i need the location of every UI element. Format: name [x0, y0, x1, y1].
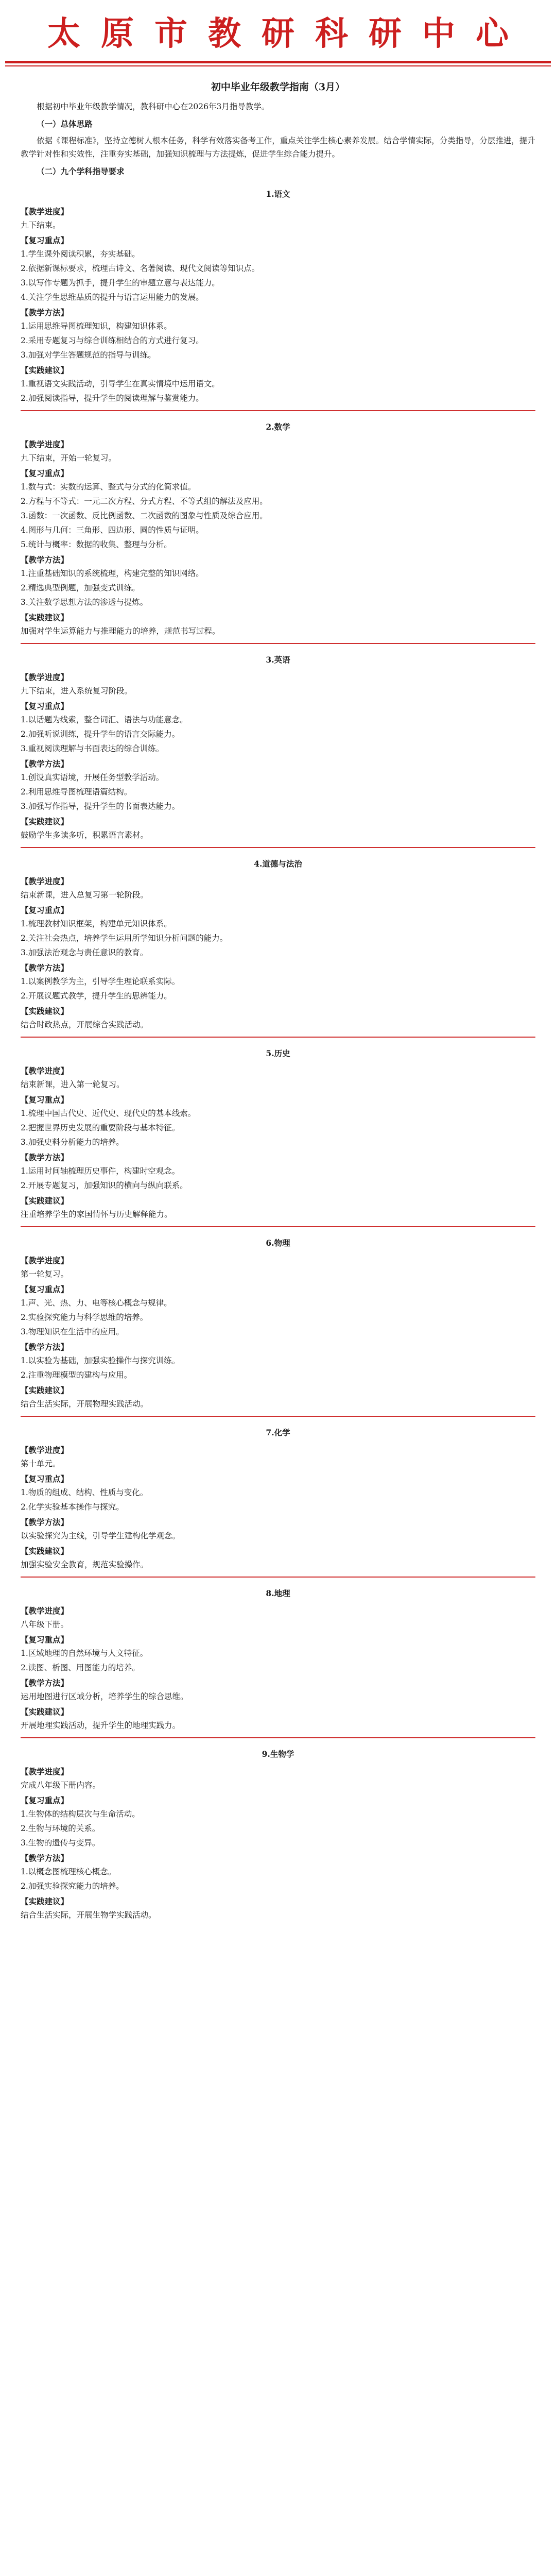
subject-divider: [21, 1577, 535, 1578]
section-item: 1.数与式：实数的运算、整式与分式的化简求值。: [21, 482, 196, 492]
section-item: 2.加强听说训练，提升学生的语言交际能力。: [21, 730, 180, 739]
section-item: 2.关注社会热点，培养学生运用所学知识分析问题的能力。: [21, 934, 228, 943]
section-item: 3.加强史料分析能力的培养。: [21, 1138, 124, 1147]
section-label: 【教学进度】: [21, 1606, 69, 1616]
section-item: 以实验探究为主线，引导学生建构化学观念。: [21, 1531, 181, 1540]
subject-section: [21, 467, 535, 551]
section-item: 2.加强阅读指导，提升学生的阅读理解与鉴赏能力。: [21, 394, 204, 403]
section-item: 结合时政热点，开展综合实践活动。: [21, 1020, 149, 1029]
subject-section: [21, 1384, 535, 1411]
section-label: 【教学进度】: [21, 672, 69, 682]
section-item: 2.依据新课标要求，梳理古诗文、名著阅读、现代文阅读等知识点。: [21, 264, 260, 273]
subject-heading: 7.化学: [266, 1428, 290, 1437]
header-rule-thick: [5, 61, 551, 63]
section-label: 【复习重点】: [21, 1795, 69, 1805]
section-label: 【复习重点】: [21, 1474, 69, 1484]
section-item: 运用地图进行区域分析，培养学生的综合思维。: [21, 1692, 188, 1701]
subject-section: [21, 1444, 535, 1470]
section-heading-1: （一）总体思路: [37, 119, 93, 129]
section-item: 1.以概念图梳理核心概念。: [21, 1867, 116, 1876]
section-item: 1.以实验为基础，加强实验操作与探究训练。: [21, 1356, 180, 1365]
subject-section: [21, 611, 535, 638]
section-label: 【教学方法】: [21, 759, 69, 769]
subject-section: [21, 1705, 535, 1732]
section-label: 【教学进度】: [21, 439, 69, 449]
section-label: 【复习重点】: [21, 468, 69, 478]
subject-divider: [21, 643, 535, 644]
section-item: 1.声、光、热、力、电等核心概念与规律。: [21, 1298, 172, 1308]
section-item: 1.梳理中国古代史、近代史、现代史的基本线索。: [21, 1109, 196, 1118]
section-item: 3.加强写作指导，提升学生的书面表达能力。: [21, 802, 180, 811]
subject-section: [21, 757, 535, 813]
section-label: 【复习重点】: [21, 701, 69, 711]
section-label: 【实践建议】: [21, 1707, 69, 1717]
section-item: 1.注重基础知识的系统梳理，构建完整的知识网络。: [21, 569, 204, 578]
section-item: 2.把握世界历史发展的重要阶段与基本特征。: [21, 1123, 180, 1132]
section-item: 2.开展专题复习，加强知识的横向与纵向联系。: [21, 1181, 188, 1190]
section-label: 【教学方法】: [21, 308, 69, 317]
section-label: 【实践建议】: [21, 1196, 69, 1206]
subject-section: [21, 1676, 535, 1703]
section-item: 1.以案例教学为主，引导学生理论联系实际。: [21, 977, 180, 986]
section-item: 鼓励学生多读多听，积累语言素材。: [21, 831, 149, 840]
section-label: 【教学进度】: [21, 207, 69, 216]
section-label: 【实践建议】: [21, 1006, 69, 1016]
section-item: 3.加强对学生答题规范的指导与训练。: [21, 350, 156, 360]
section-item: 1.物质的组成、结构、性质与变化。: [21, 1488, 148, 1497]
section-item: 结合生活实际，开展物理实践活动。: [21, 1399, 149, 1409]
section-item: 注重培养学生的家国情怀与历史解释能力。: [21, 1210, 172, 1219]
section-item: 1.学生课外阅读积累，夯实基础。: [21, 249, 140, 259]
subject-heading: 3.英语: [266, 655, 290, 665]
subject-heading: 8.地理: [266, 1588, 290, 1598]
section-item: 九下结束，进入系统复习阶段。: [21, 686, 133, 696]
subject-heading: 4.道德与法治: [254, 859, 302, 869]
subject-section: [21, 306, 535, 362]
subject-section: [21, 1516, 535, 1543]
section-item: 3.重视阅读理解与书面表达的综合训练。: [21, 744, 164, 753]
section-item: 4.关注学生思维品质的提升与语言运用能力的发展。: [21, 293, 204, 302]
section-item: 2.注重物理模型的建构与应用。: [21, 1370, 132, 1380]
subject-heading: 1.语文: [266, 189, 290, 199]
section-item: 结束新课，进入第一轮复习。: [21, 1080, 125, 1089]
subject-section: [21, 1794, 535, 1850]
subject-section: [21, 1895, 535, 1922]
subject-divider: [21, 1416, 535, 1417]
subject-heading: 6.物理: [266, 1238, 290, 1248]
section-label: 【教学方法】: [21, 1342, 69, 1352]
document-title: 初中毕业年级教学指南（3月）: [211, 81, 345, 93]
section-label: 【实践建议】: [21, 817, 69, 826]
subject-section: [21, 671, 535, 698]
subject-section: [21, 1852, 535, 1893]
section-1-text: 依据《课程标准》，坚持立德树人根本任务，科学有效落实备考工作，重点关注学生核心素养发展。结合学情实际，分类指导，分层推进，提升教学针对性和实效性，注重夯实基础，加强知识梳理与方法提炼，促进学生综合能力提升。: [21, 136, 535, 159]
section-item: 1.以话题为线索，整合词汇、语法与功能意念。: [21, 715, 188, 724]
section-label: 【教学方法】: [21, 1517, 69, 1527]
subject-section: [21, 1194, 535, 1221]
section-item: 5.统计与概率：数据的收集、整理与分析。: [21, 540, 172, 549]
section-item: 2.采用专题复习与综合训练相结合的方式进行复习。: [21, 336, 204, 345]
section-item: 2.加强实验探究能力的培养。: [21, 1882, 124, 1891]
section-label: 【教学方法】: [21, 555, 69, 565]
section-label: 【复习重点】: [21, 1635, 69, 1645]
section-label: 【教学进度】: [21, 1767, 69, 1776]
subject-section: [21, 1064, 535, 1091]
section-item: 1.区域地理的自然环境与人文特征。: [21, 1649, 148, 1658]
header: [0, 0, 556, 77]
section-label: 【教学方法】: [21, 1153, 69, 1162]
section-item: 3.关注数学思想方法的渗透与提炼。: [21, 598, 148, 607]
section-item: 3.加强法治观念与责任意识的教育。: [21, 948, 148, 957]
section-item: 2.精选典型例题，加强变式训练。: [21, 583, 140, 592]
subject-section: [21, 553, 535, 609]
section-item: 4.图形与几何：三角形、四边形、圆的性质与证明。: [21, 526, 204, 535]
section-label: 【复习重点】: [21, 1284, 69, 1294]
section-label: 【实践建议】: [21, 1896, 69, 1906]
header-rule-thin: [5, 65, 551, 66]
section-label: 【教学进度】: [21, 1256, 69, 1265]
subject-divider: [21, 1737, 535, 1738]
section-item: 3.生物的遗传与变异。: [21, 1838, 100, 1848]
subject-section: [21, 1005, 535, 1031]
section-item: 结束新课，进入总复习第一轮阶段。: [21, 890, 149, 900]
subject-section: [21, 234, 535, 304]
subject-divider: [21, 1037, 535, 1038]
section-label: 【实践建议】: [21, 1385, 69, 1395]
section-item: 2.化学实验基本操作与探究。: [21, 1502, 124, 1512]
subject-section: [21, 815, 535, 842]
section-item: 九下结束，开始一轮复习。: [21, 453, 117, 463]
subject-section: [21, 1254, 535, 1281]
section-label: 【复习重点】: [21, 235, 69, 245]
section-item: 九下结束。: [21, 221, 61, 230]
subject-section: [21, 364, 535, 405]
subject-section: [21, 205, 535, 232]
section-item: 1.运用思维导图梳理知识，构建知识体系。: [21, 321, 172, 331]
subject-section: [21, 1765, 535, 1792]
subject-section: [21, 700, 535, 755]
section-item: 结合生活实际，开展生物学实践活动。: [21, 1910, 157, 1920]
section-item: 1.运用时间轴梳理历史事件，构建时空观念。: [21, 1166, 180, 1176]
section-item: 1.重视语文实践活动，引导学生在真实情境中运用语文。: [21, 379, 220, 388]
subject-section: [21, 904, 535, 959]
section-item: 1.生物体的结构层次与生命活动。: [21, 1809, 140, 1819]
subject-section: [21, 1472, 535, 1514]
section-label: 【实践建议】: [21, 1546, 69, 1556]
section-item: 3.函数：一次函数、反比例函数、二次函数的图象与性质及综合应用。: [21, 511, 268, 520]
section-item: 第十单元。: [21, 1459, 61, 1468]
subject-section: [21, 1283, 535, 1338]
subject-section: [21, 1151, 535, 1192]
section-label: 【复习重点】: [21, 905, 69, 915]
subject-section: [21, 1604, 535, 1631]
section-item: 2.生物与环境的关系。: [21, 1824, 100, 1833]
subject-section: [21, 1093, 535, 1149]
section-label: 【教学方法】: [21, 1678, 69, 1688]
subject-heading: 2.数学: [266, 422, 290, 432]
section-item: 八年级下册。: [21, 1620, 69, 1629]
section-label: 【实践建议】: [21, 365, 69, 375]
subject-section: [21, 438, 535, 465]
subject-divider: [21, 847, 535, 848]
section-item: 第一轮复习。: [21, 1269, 69, 1279]
subject-divider: [21, 1226, 535, 1227]
section-item: 加强实验安全教育，规范实验操作。: [21, 1560, 149, 1569]
section-label: 【教学进度】: [21, 1066, 69, 1076]
section-label: 【复习重点】: [21, 1095, 69, 1105]
section-item: 2.实验探究能力与科学思维的培养。: [21, 1313, 148, 1322]
section-label: 【实践建议】: [21, 613, 69, 622]
document-body: [21, 77, 535, 2576]
subject-section: [21, 875, 535, 902]
section-item: 1.创设真实语境，开展任务型教学活动。: [21, 773, 164, 782]
section-label: 【教学进度】: [21, 1445, 69, 1455]
subjects-container: [21, 188, 535, 1922]
section-item: 加强对学生运算能力与推理能力的培养，规范书写过程。: [21, 626, 220, 636]
subject-divider: [21, 410, 535, 411]
org-title: 太原市教研科研中心: [47, 15, 529, 53]
section-item: 完成八年级下册内容。: [21, 1781, 101, 1790]
section-item: 3.以写作专题为抓手，提升学生的审题立意与表达能力。: [21, 278, 220, 287]
section-item: 2.开展议题式教学，提升学生的思辨能力。: [21, 991, 172, 1001]
section-item: 1.梳理教材知识框架，构建单元知识体系。: [21, 919, 172, 928]
section-label: 【教学方法】: [21, 963, 69, 973]
subject-section: [21, 1633, 535, 1674]
subject-heading: 5.历史: [266, 1048, 290, 1058]
section-item: 2.读图、析图、用图能力的培养。: [21, 1663, 140, 1672]
subject-section: [21, 1341, 535, 1382]
section-item: 开展地理实践活动，提升学生的地理实践力。: [21, 1721, 181, 1730]
subject-section: [21, 961, 535, 1003]
section-label: 【教学方法】: [21, 1853, 69, 1863]
section-item: 2.利用思维导图梳理语篇结构。: [21, 787, 132, 796]
section-item: 2.方程与不等式：一元二次方程、分式方程、不等式组的解法及应用。: [21, 497, 268, 506]
subject-section: [21, 1545, 535, 1571]
section-label: 【教学进度】: [21, 876, 69, 886]
intro-paragraph: 根据初中毕业年级教学情况，教科研中心在2026年3月指导教学。: [37, 102, 270, 111]
subject-heading: 9.生物学: [262, 1749, 294, 1759]
section-heading-2: （二）九个学科指导要求: [37, 166, 125, 176]
section-item: 3.物理知识在生活中的应用。: [21, 1327, 124, 1336]
